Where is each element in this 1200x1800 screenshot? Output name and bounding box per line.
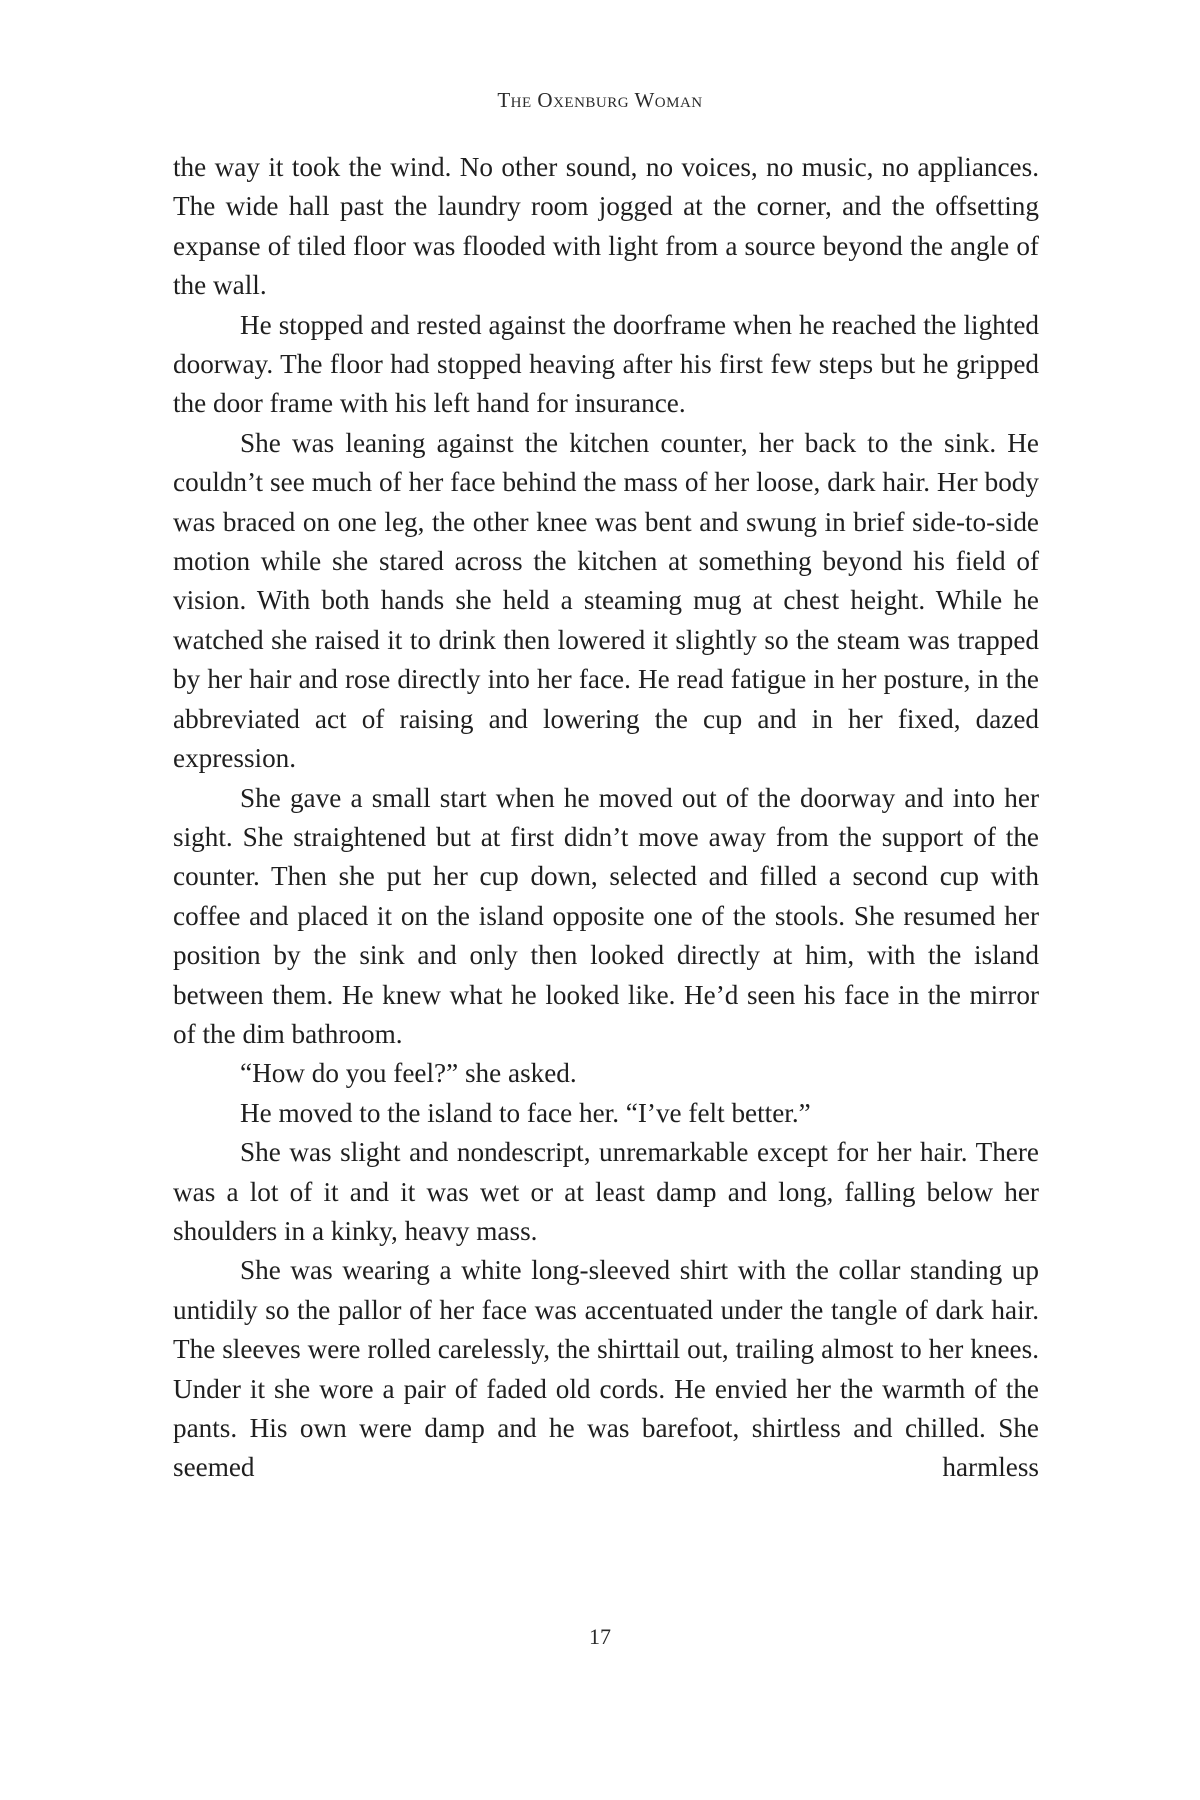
running-head: The Oxenburg Woman (497, 88, 703, 112)
page-number: 17 (589, 1624, 611, 1649)
paragraph: She was slight and nondescript, unremarkable except for her hair. There was a lot of it and it was wet or at least damp and long, falling below her shoulders in a kinky, heavy mass. (173, 1137, 1039, 1246)
paragraph: the way it took the wind. No other sound, no voices, no music, no appliances. The wide hall past the laundry room jogged at the corner, and the offsetting expanse of tiled floor was flooded with light from a source beyond the angle of the wall. (173, 152, 1039, 301)
paragraph: He stopped and rested against the doorframe when he reached the lighted doorway. The floor had stopped heaving after his first few steps but he gripped the door frame with his left hand for insurance. (173, 309, 1039, 419)
paragraph: She was leaning against the kitchen counter, her back to the sink. He couldn’t see much of her face behind the mass of her loose, dark hair. Her body was braced on one leg, the other knee was bent and swung in brief side-to-side motion while she stared across the kitchen at something beyond his field of vision. With both hands she held a steaming mug at chest height. While he watched she raised it to drink then lowered it slightly so the steam was trapped by her hair and rose directly into her face. He read fatigue in her posture, in the abbreviated act of raising and lowering the cup and in her fixed, dazed expression. (173, 427, 1039, 774)
paragraph: She gave a small start when he moved out of the doorway and into her sight. She straightened but at first didn’t move away from the support of the counter. Then she put her cup down, selected and filled a second cup with coffee and placed it on the island opposite one of the stools. She resumed her position by the sink and only then looked directly at him, with the island between them. He knew what he looked like. He’d seen his face in the mirror of the dim bathroom. (173, 782, 1039, 1049)
paragraph: “How do you feel?” she asked. (240, 1058, 577, 1089)
paragraph: She was wearing a white long-sleeved shirt with the collar standing up untidily so the pallor of her face was accentuated under the tangle of dark hair. The sleeves were rolled carelessly, the shirttail out, trailing almost to her knees. Under it she wore a pair of faded old cords. He envied her the warmth of the pants. His own were damp and he was barefoot, shirtless and chilled. She seemed harmless (173, 1255, 1039, 1483)
body-text (173, 148, 1039, 1488)
paragraph: He moved to the island to face her. “I’ve felt better.” (240, 1097, 811, 1128)
